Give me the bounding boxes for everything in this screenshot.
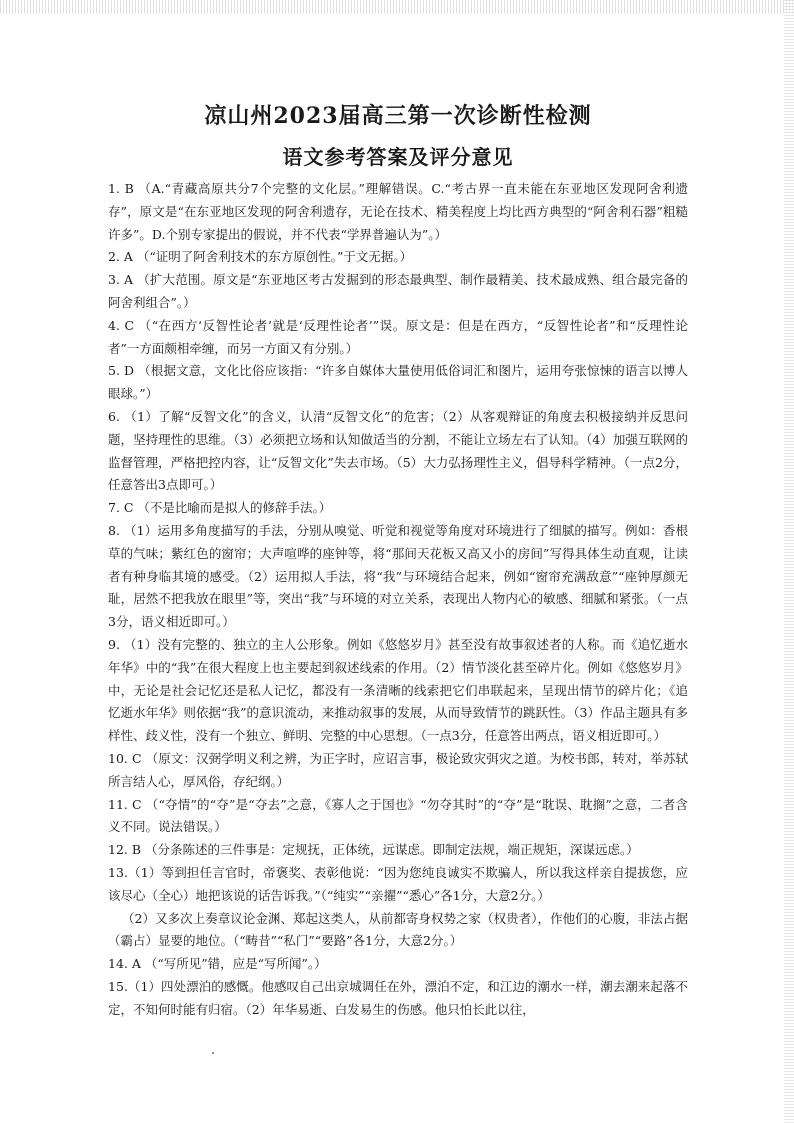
scan-noise-right — [784, 0, 794, 1123]
answer-item-15: 15.（1）四处漂泊的感慨。他感叹自己出京城调任在外，漂泊不定，和江边的潮水一样，潮去潮来起落不定，不知何时能有归宿。（2）年华易逝、白发易生的伤感。他只怕长此以往， — [108, 978, 688, 1017]
answer-sheet-page — [108, 100, 688, 1021]
document-title: 凉山州2023届高三第一次诊断性检测 — [204, 103, 592, 129]
answer-item-2: 2. A （“证明了阿舍利技术的东方原创性。”于文无据。） — [108, 249, 413, 265]
answer-item-1: 1. B （A.“青藏高原共分7个完整的文化层。”理解错误。C.“考古界一直未能在东亚地区发现阿舍利遗存”，原文是“在东亚地区发现的阿舍利遗存，无论在技术、精美程度上均比西方典型的“阿舍利石器”粗糙许多”。D.个别专家提出的假说，并不代表“学界普遍认为”。） — [108, 181, 688, 242]
answer-item-3: 3. A （扩大范围。原文是“东亚地区考古发掘到的形态最典型、制作最精美、技术最成熟、组合最完备的阿舍利组合”。） — [108, 272, 688, 310]
answer-item-14: 14. A （“写所见”错，应是“写所闻”。） — [108, 956, 327, 972]
answer-item-13-2: （2）又多次上奏章议论金渊、郑起这类人，从前都寄身权势之家（权贵者），作他们的心腹，非法占据（霸占）显要的地位。（“畴昔”“私门”“要路”各1分，大意2分。） — [108, 910, 688, 949]
answer-item-12: 12. B （分条陈述的三件事是：定规抚，正体统，远谋虑。即制定法规，端正规矩，深谋远虑。） — [108, 842, 639, 858]
answer-list — [108, 178, 688, 1021]
answer-item-4: 4. C （“在西方‘反智性论者’就是‘反理性论者’”误。原文是：但是在西方，“反智性论者”和“反理性论者”一方面颇相牵缠，而另一方面又有分别。） — [108, 317, 688, 356]
answer-item-13-1: 13.（1）等到担任言官时，帝褒奖、表彰他说：“因为您纯良诚实不欺骗人，所以我这样亲自提拔您，应该尽心（全心）地把该说的话告诉我。”（“纯实”“亲擢”“悉心”各1分，大意2分。） — [108, 864, 688, 903]
answer-item-10: 10. C （原文：汉弼学明义利之辨，为正字时，应诏言事，极论致灾弭灾之道。为校书郎，转对，举苏轼所言结人心，厚风俗，存纪纲。） — [108, 750, 688, 789]
answer-item-8: 8. （1）运用多角度描写的手法，分别从嗅觉、听觉和视觉等角度对环境进行了细腻的描写。例如：香根草的气味；紫红色的窗帘；大声喧哗的座钟等，将“那间天花板又高又小的房间”写得具体生动直观，让读者有种身临其境的感受。（2）运用拟人手法，将“我”与环境结合起来，例如“窗帘充满敌意”“座钟厚颜无耻，居然不把我放在眼里”等，突出“我”与环境的对立关系，表现出人物内心的敏感、细腻和紧张。（一点3分，语义相近即可。） — [108, 522, 688, 630]
answer-item-5: 5. D （根据文意，文化比俗应该指：“许多自媒体大量使用低俗词汇和图片，运用夸张惊悚的语言以博人眼球。”） — [108, 363, 688, 402]
scan-noise-top — [0, 0, 794, 14]
answer-item-6: 6. （1）了解“反智文化”的含义，认清“反智文化”的危害；（2）从客观辩证的角度去积极接纳并反思问题，坚持理性的思维。（3）必须把立场和认知做适当的分割，不能让立场左右了认知。（4）加强互联网的监督管理，严格把控内容，让“反智文化”失去市场。（5）大力弘扬理性主义，倡导科学精神。（一点2分，任意答出3点即可。） — [108, 408, 688, 493]
answer-item-11: 11. C （“夺情”的“夺”是“夺去”之意，《寡人之于国也》“勿夺其时”的“夺”是“耽误、耽搁”之意，二者含义不同。说法错误。） — [108, 796, 688, 835]
scan-speck — [212, 1052, 214, 1054]
document-subtitle: 语文参考答案及评分意见 — [282, 145, 514, 169]
answer-item-9: 9. （1）没有完整的、独立的主人公形象。例如《悠悠岁月》甚至没有故事叙述者的人称。而《追忆逝水年华》中的“我”在很大程度上也主要起到叙述线索的作用。（2）情节淡化甚至碎片化。例如《悠悠岁月》中，无论是社会记忆还是私人记忆，都没有一条清晰的线索把它们串联起来，呈现出情节的碎片化；《追忆逝水年华》则依据“我”的意识流动，来推动叙事的发展，从而导致情节的跳跃性。（3）作品主题具有多样性、歧义性，没有一个独立、鲜明、完整的中心思想。（一点3分，任意答出两点，语义相近即可。） — [108, 636, 688, 744]
answer-item-7: 7. C （不是比喻而是拟人的修辞手法。） — [108, 500, 332, 516]
